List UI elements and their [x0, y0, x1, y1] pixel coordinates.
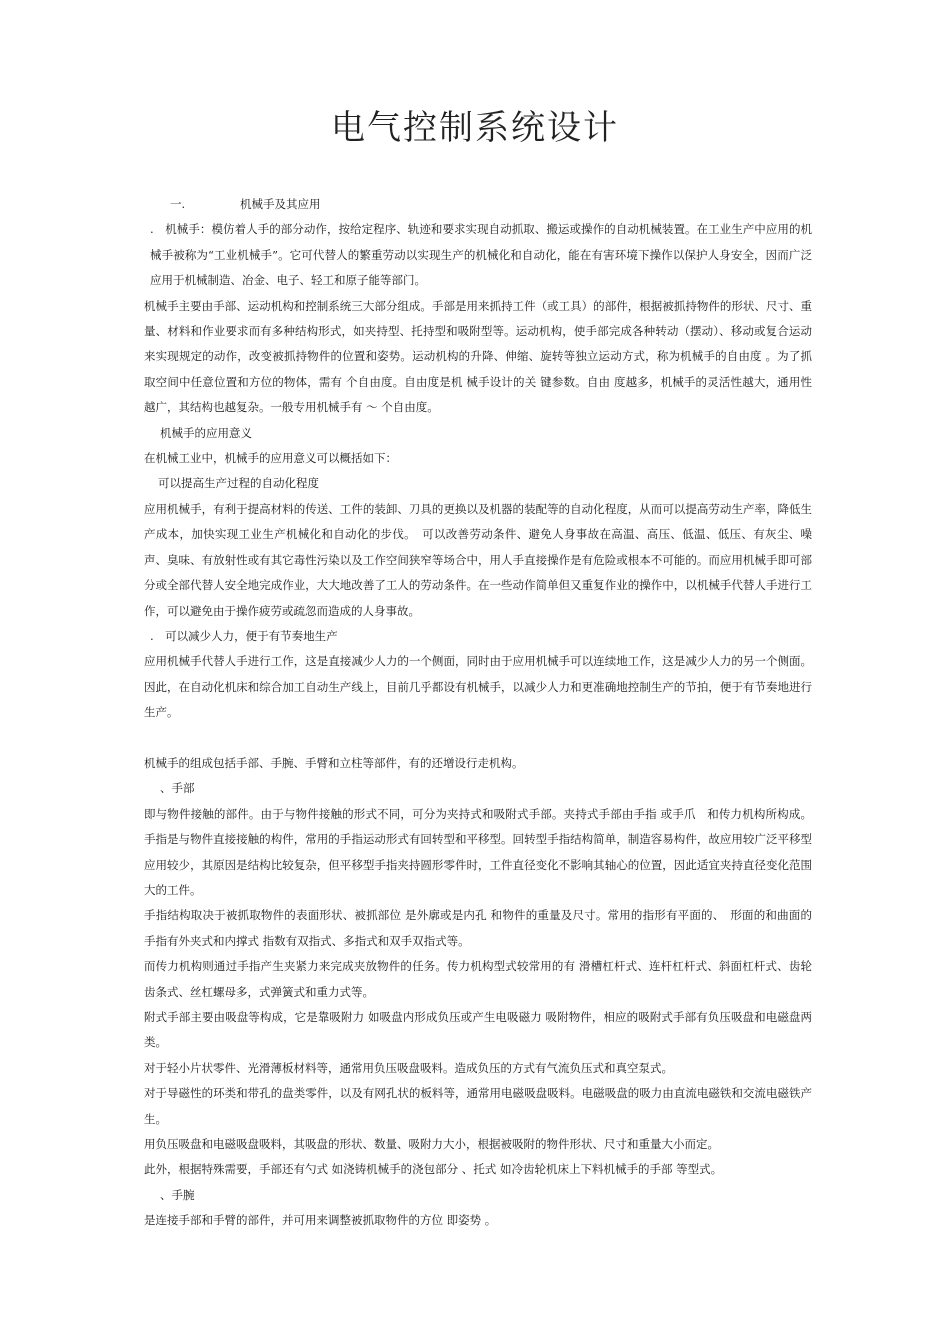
section-heading	[144, 192, 812, 217]
paragraph-hand: 即与物件接触的部件。由于与物件接触的形式不同，可分为夹持式和吸附式手部。夹持式手部由手指 或手爪 和传力机构所构成。手指是与物件直接接触的构件，常用的手指运动形式有回转型和平移型。回转型手指结构简单，制造容易构件，故应用较广泛平移型应用较少，其原因是结构比较复杂，但平移型手指夹持圆形零件时，工件直径变化不影响其轴心的位置，因此适宜夹持直径变化范围大的工件。	[144, 806, 812, 897]
subheading-automation: 可以提高生产过程的自动化程度	[158, 476, 319, 491]
paragraph-vacuum: 对于轻小片状零件、光滑薄板材料等，通常用负压吸盘吸料。造成负压的方式有气流负压式和真空泵式。	[144, 1060, 673, 1075]
paragraph-special: 此外，根据特殊需要，手部还有勺式 如浇铸机械手的浇包部分 、托式 如冷齿轮机床上下料机械手的手部 等型式。	[144, 1162, 723, 1177]
subheading-significance: 机械手的应用意义	[160, 425, 252, 440]
blank-line	[144, 726, 812, 751]
paragraph-wrist: 是连接手部和手臂的部件，并可用来调整被抓取物件的方位 即姿势 。	[144, 1213, 497, 1228]
paragraph-suction-size: 用负压吸盘和电磁吸盘吸料，其吸盘的形状、数量、吸附力大小，根据被吸附的物件形状、尺寸和重量大小而定。	[144, 1137, 719, 1152]
document-body	[144, 192, 812, 1234]
paragraph-reduce-labor: 应用机械手代替人手进行工作，这是直接减少人力的一个侧面，同时由于应用机械手可以连续地工作，这是减少人力的另一个侧面。因此，在自动化机床和综合加工自动生产线上，目前几乎都设有机械手，以减少人力和更准确地控制生产的节拍，便于有节奏地进行生产。	[144, 654, 812, 720]
paragraph-finger-structure: 手指结构取决于被抓取物件的表面形状、被抓部位 是外廓或是内孔 和物件的重量及尺寸。常用的指形有平面的、 形面的和曲面的 手指有外夹式和内撑式 指数有双指式、多指式和双手双指式等。	[144, 908, 812, 948]
subheading-wrist: 、手腕	[160, 1187, 195, 1202]
paragraph-significance-intro: 在机械工业中，机械手的应用意义可以概括如下：	[144, 451, 397, 466]
paragraph-magnetic: 对于导磁性的环类和带孔的盘类零件，以及有网孔状的板料等，通常用电磁吸盘吸料。电磁吸盘的吸力由直流电磁铁和交流电磁铁产生。	[144, 1086, 812, 1126]
section-heading-text: 机械手及其应用	[240, 197, 321, 211]
paragraph-automation: 应用机械手，有利于提高材料的传送、工件的装卸、刀具的更换以及机器的装配等的自动化程度，从而可以提高劳动生产率，降低生产成本，加快实现工业生产机械化和自动化的步伐。 可以改善劳动条件、避免人身事故在高温、高压、低温、低压、有灰尘、噪声、臭味、有放射性或有其它毒性污染以及工作空间狭窄等场合中，用人手直接操作是有危险或根本不可能的。而应用机械手即可部分或全部代替人安全地完成作业，大大地改善了工人的劳动条件。在一些动作简单但又重复作业的操作中，以机械手代替人手进行工作，可以避免由于操作疲劳或疏忽而造成的人身事故。	[144, 501, 812, 618]
section-number: 一.	[170, 197, 186, 211]
paragraph-suction: 附式手部主要由吸盘等构成，它是靠吸附力 如吸盘内形成负压或产生电吸磁力 吸附物件，相应的吸附式手部有负压吸盘和电磁盘两类。	[144, 1009, 812, 1050]
subheading-hand: 、手部	[160, 781, 195, 796]
paragraph-composition: 机械手主要由手部、运动机构和控制系统三大部分组成。手部是用来抓持工件（或工具）的部件，根据被抓持物件的形状、尺寸、重量、材料和作业要求而有多种结构形式，如夹持型、托持型和吸附型等。运动机构，使手部完成各种转动（摆动）、移动或复合运动来实现规定的动作，改变被抓持物件的位置和姿势。运动机构的升降、伸缩、旋转等独立运动方式，称为机械手的自由度 。为了抓取空间中任意位置和方位的物体，需有 个自由度。自由度是机 械手设计的关 键参数。自由 度越多，机械手的灵活性越大，通用性越广，其结构也越复杂。一般专用机械手有 ～ 个自由度。	[144, 298, 812, 415]
paragraph-definition: . 机械手：模仿着人手的部分动作，按给定程序、轨迹和要求实现自动抓取、搬运或操作的自动机械装置。在工业生产中应用的机械手被称为“工业机械手”。它可代替人的繁重劳动以实现生产的机械化和自动化，能在有害环境下操作以保护人身安全，因而广泛应用于机械制造、冶金、电子、轻工和原子能等部门。	[150, 222, 812, 288]
paragraph-components: 机械手的组成包括手部、手腕、手臂和立柱等部件，有的还增设行走机构。	[144, 755, 524, 770]
paragraph-transmission: 而传力机构则通过手指产生夹紧力来完成夹放物件的任务。传力机构型式较常用的有 滑槽杠杆式、连杆杠杆式、斜面杠杆式、齿轮齿条式、丝杠螺母多，式弹簧式和重力式等。	[144, 959, 812, 999]
subheading-reduce-labor: . 可以减少人力，便于有节奏地生产	[150, 628, 338, 643]
document-title: 电气控制系统设计	[331, 108, 619, 148]
